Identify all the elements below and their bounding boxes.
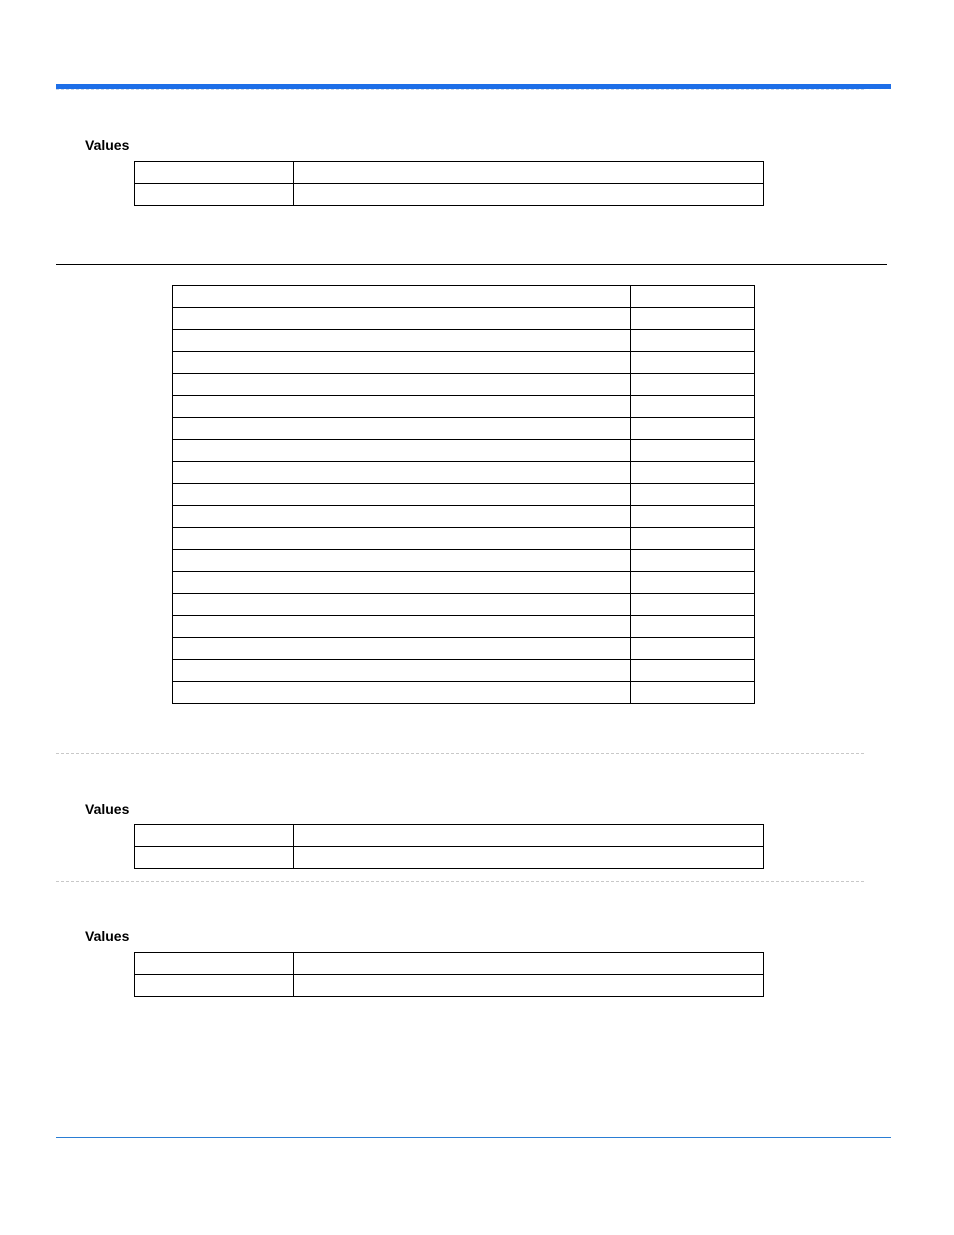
section-divider-dashed: [56, 753, 864, 754]
section-divider-dashed: [56, 881, 864, 882]
table-row: [173, 506, 755, 528]
table-row: [135, 162, 764, 184]
table-cell: [631, 418, 755, 440]
section-heading: Values: [85, 801, 130, 817]
table-row: [173, 374, 755, 396]
table-cell: [294, 975, 764, 997]
table-cell: [173, 418, 631, 440]
table-cell: [173, 462, 631, 484]
table-cell: [135, 975, 294, 997]
table-cell: [631, 594, 755, 616]
header-divider: [56, 89, 864, 90]
table-cell: [631, 572, 755, 594]
table-cell: [631, 484, 755, 506]
values-table: [134, 952, 764, 997]
table-cell: [631, 286, 755, 308]
footer-rule: [56, 1137, 891, 1138]
table-cell: [173, 440, 631, 462]
table-cell: [294, 847, 764, 869]
table-cell: [294, 825, 764, 847]
table-cell: [173, 352, 631, 374]
table-row: [135, 825, 764, 847]
table-row: [173, 440, 755, 462]
table-row: [173, 462, 755, 484]
table-row: [135, 975, 764, 997]
table-cell: [135, 847, 294, 869]
table-cell: [173, 550, 631, 572]
table-row: [173, 396, 755, 418]
table-row: [173, 616, 755, 638]
section-divider: [56, 264, 887, 265]
table-row: [173, 330, 755, 352]
table-cell: [173, 528, 631, 550]
table-row: [173, 660, 755, 682]
table-cell: [135, 184, 294, 206]
table-cell: [631, 330, 755, 352]
table-cell: [173, 330, 631, 352]
table-cell: [294, 162, 764, 184]
table-row: [173, 572, 755, 594]
table-cell: [135, 825, 294, 847]
values-table: [134, 161, 764, 206]
table-cell: [631, 374, 755, 396]
table-row: [173, 308, 755, 330]
table-cell: [631, 660, 755, 682]
table-cell: [135, 953, 294, 975]
table-cell: [631, 550, 755, 572]
table-cell: [631, 616, 755, 638]
main-table-body: [173, 286, 755, 704]
table-row: [173, 484, 755, 506]
section-heading: Values: [85, 137, 130, 153]
table-row: [173, 528, 755, 550]
table-cell: [173, 374, 631, 396]
table-cell: [631, 682, 755, 704]
table-cell: [631, 528, 755, 550]
table-cell: [135, 162, 294, 184]
table-cell: [294, 184, 764, 206]
table-row: [173, 418, 755, 440]
table-row: [173, 682, 755, 704]
main-table: [172, 285, 755, 704]
table-cell: [173, 286, 631, 308]
table-cell: [173, 594, 631, 616]
table-cell: [173, 396, 631, 418]
table-cell: [294, 953, 764, 975]
table-cell: [631, 506, 755, 528]
table-row: [135, 953, 764, 975]
table-row: [173, 550, 755, 572]
section-heading: Values: [85, 928, 130, 944]
table-cell: [631, 396, 755, 418]
table-cell: [173, 572, 631, 594]
table-row: [135, 184, 764, 206]
table-cell: [631, 462, 755, 484]
table-cell: [173, 484, 631, 506]
table-cell: [173, 638, 631, 660]
table-row: [173, 352, 755, 374]
table-cell: [631, 440, 755, 462]
table-cell: [631, 638, 755, 660]
table-row: [173, 638, 755, 660]
values-table: [134, 824, 764, 869]
table-cell: [173, 682, 631, 704]
table-cell: [173, 308, 631, 330]
table-cell: [173, 616, 631, 638]
table-row: [173, 286, 755, 308]
table-cell: [173, 660, 631, 682]
table-cell: [631, 352, 755, 374]
table-row: [173, 594, 755, 616]
table-cell: [173, 506, 631, 528]
table-row: [135, 847, 764, 869]
table-cell: [631, 308, 755, 330]
